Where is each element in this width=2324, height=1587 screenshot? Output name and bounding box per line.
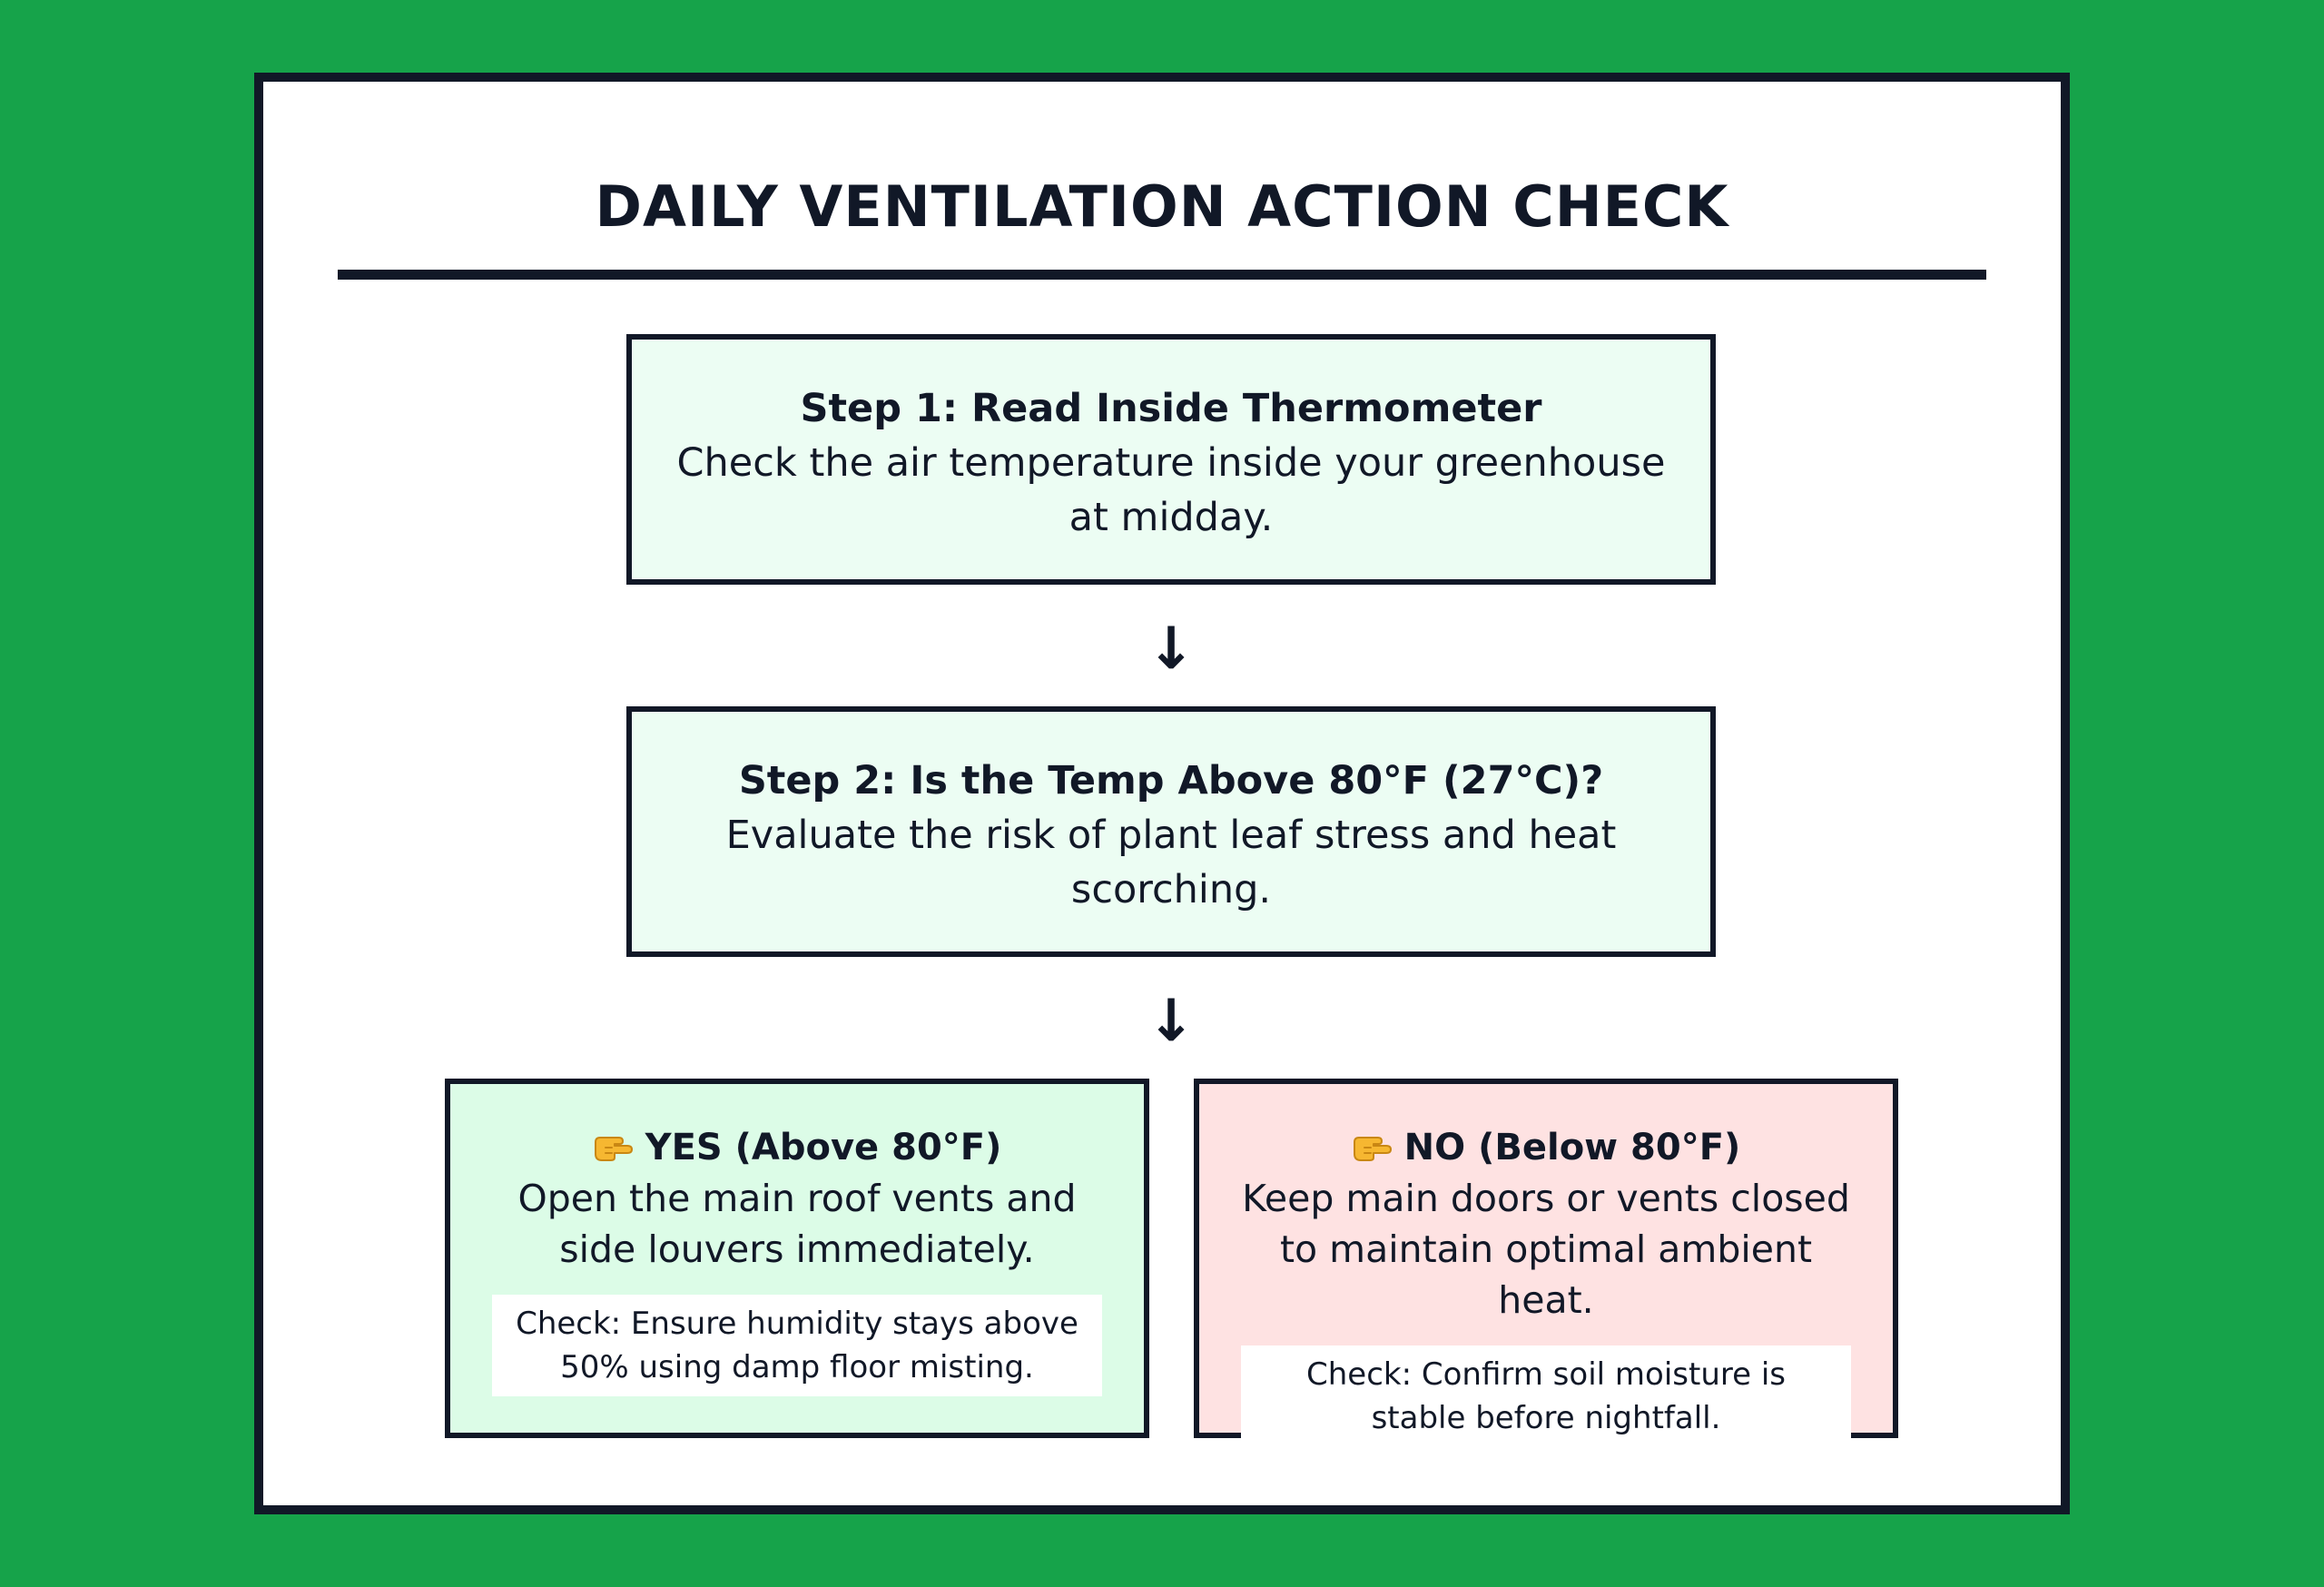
pointing-hand-icon	[1352, 1130, 1395, 1163]
yes-branch-heading: YES (Above 80°F)	[645, 1127, 1002, 1168]
yes-branch-note: Check: Ensure humidity stays above 50% using damp floor misting.	[492, 1295, 1102, 1396]
step-1-heading: Step 1: Read Inside Thermometer	[800, 386, 1542, 431]
down-arrow-icon: ↓	[1147, 988, 1196, 1055]
down-arrow-icon: ↓	[1147, 616, 1196, 683]
yes-branch-heading-row	[490, 1122, 1104, 1173]
pointing-hand-icon	[593, 1130, 636, 1163]
step-2-text: Evaluate the risk of plant leaf stress and heat scorching.	[725, 813, 1617, 912]
no-branch-text: Keep main doors or vents closed to maintain optimal ambient heat.	[1242, 1177, 1850, 1322]
step-1-box	[626, 334, 1716, 585]
step-2-heading: Step 2: Is the Temp Above 80°F (27°C)?	[738, 758, 1604, 803]
title-divider	[338, 270, 1986, 280]
yes-branch-text: Open the main roof vents and side louvers immediately.	[517, 1177, 1077, 1271]
no-branch-heading: NO (Below 80°F)	[1403, 1127, 1741, 1168]
yes-branch-box	[445, 1079, 1149, 1438]
no-branch-note: Check: Confirm soil moisture is stable before nightfall.	[1241, 1346, 1851, 1447]
step-2-box	[626, 706, 1716, 957]
flowchart-card	[254, 73, 2070, 1514]
page-title: DAILY VENTILATION ACTION CHECK	[595, 173, 1729, 240]
no-branch-box	[1194, 1079, 1898, 1438]
no-branch-heading-row	[1239, 1122, 1853, 1173]
step-1-text: Check the air temperature inside your greenhouse at midday.	[676, 440, 1666, 540]
